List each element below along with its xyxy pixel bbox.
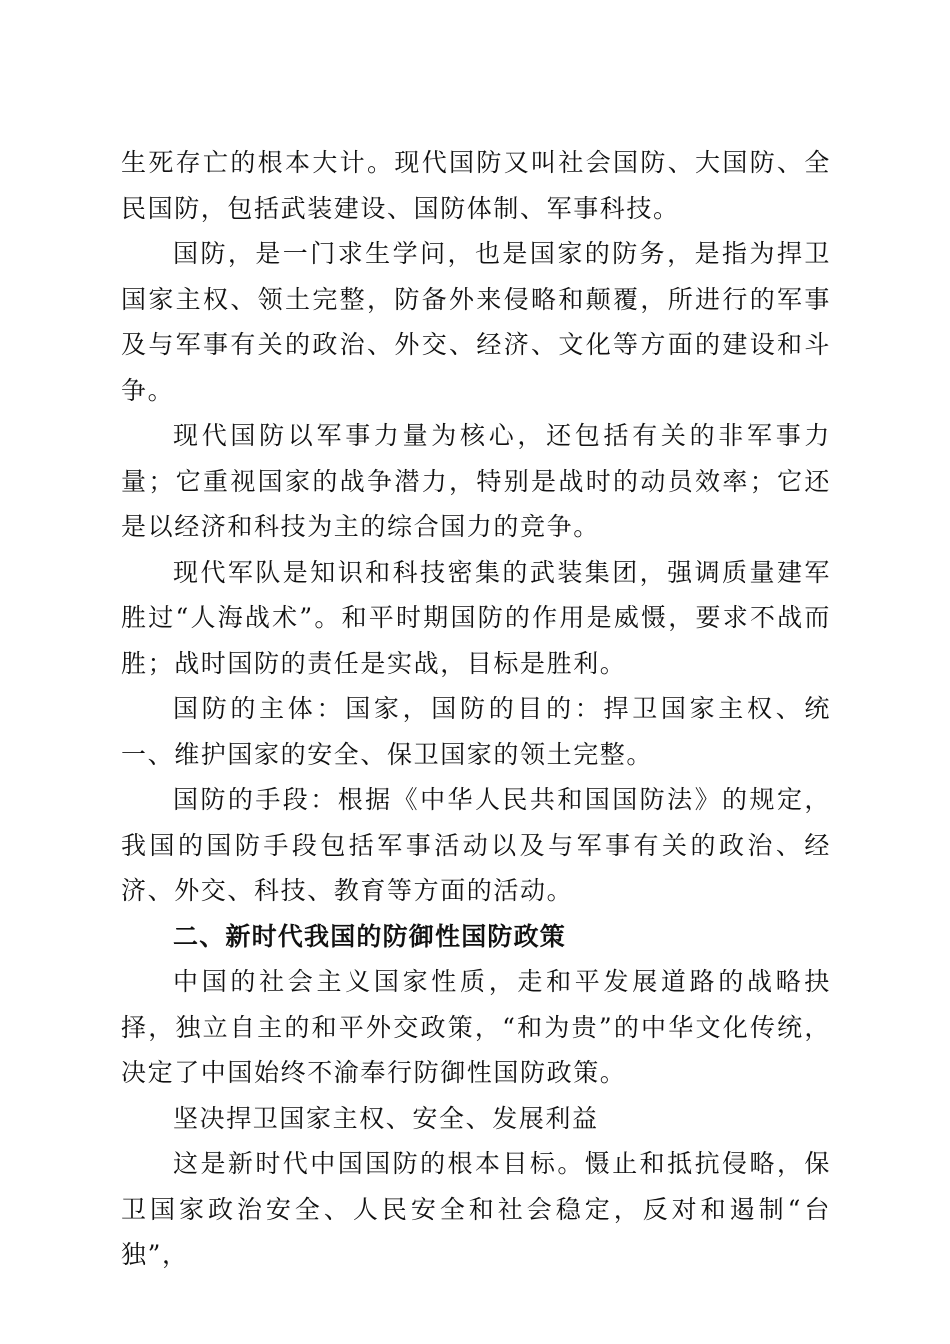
paragraph-national-defense-definition: 国防，是一门求生学问，也是国家的防务，是指为捍卫国家主权、领土完整，防备外来侵略和颠覆，所进行的军事及与军事有关的政治、外交、经济、文化等方面的建设和斗争。 [121, 239, 831, 405]
paragraph-continuation: 生死存亡的根本大计。现代国防又叫社会国防、大国防、全民国防，包括武装建设、国防体制、军事科技。 [121, 148, 831, 223]
paragraph-defense-means: 国防的手段：根据《中华人民共和国国防法》的规定，我国的国防手段包括军事活动以及与军事有关的政治、经济、外交、科技、教育等方面的活动。 [121, 785, 831, 905]
paragraph-modern-defense: 现代国防以军事力量为核心，还包括有关的非军事力量；它重视国家的战争潜力，特别是战时的动员效率；它还是以经济和科技为主的综合国力的竞争。 [121, 421, 831, 541]
paragraph-defensive-policy: 中国的社会主义国家性质，走和平发展道路的战略抉择，独立自主的和平外交政策，“和为贵”的中华文化传统，决定了中国始终不渝奉行防御性国防政策。 [121, 967, 831, 1087]
subheading-sovereignty: 坚决捍卫国家主权、安全、发展利益 [173, 1103, 599, 1133]
paragraph-defense-subject: 国防的主体：国家，国防的目的：捍卫国家主权、统一、维护国家的安全、保卫国家的领土完整。 [121, 694, 831, 769]
section-heading: 二、新时代我国的防御性国防政策 [173, 921, 567, 951]
paragraph-fundamental-goal: 这是新时代中国国防的根本目标。慑止和抵抗侵略，保卫国家政治安全、人民安全和社会稳定，反对和遏制“台独”， [121, 1149, 831, 1269]
paragraph-modern-army: 现代军队是知识和科技密集的武装集团，强调质量建军胜过“人海战术”。和平时期国防的作用是威慑，要求不战而胜；战时国防的责任是实战，目标是胜利。 [121, 557, 831, 678]
document-body [121, 140, 831, 1278]
